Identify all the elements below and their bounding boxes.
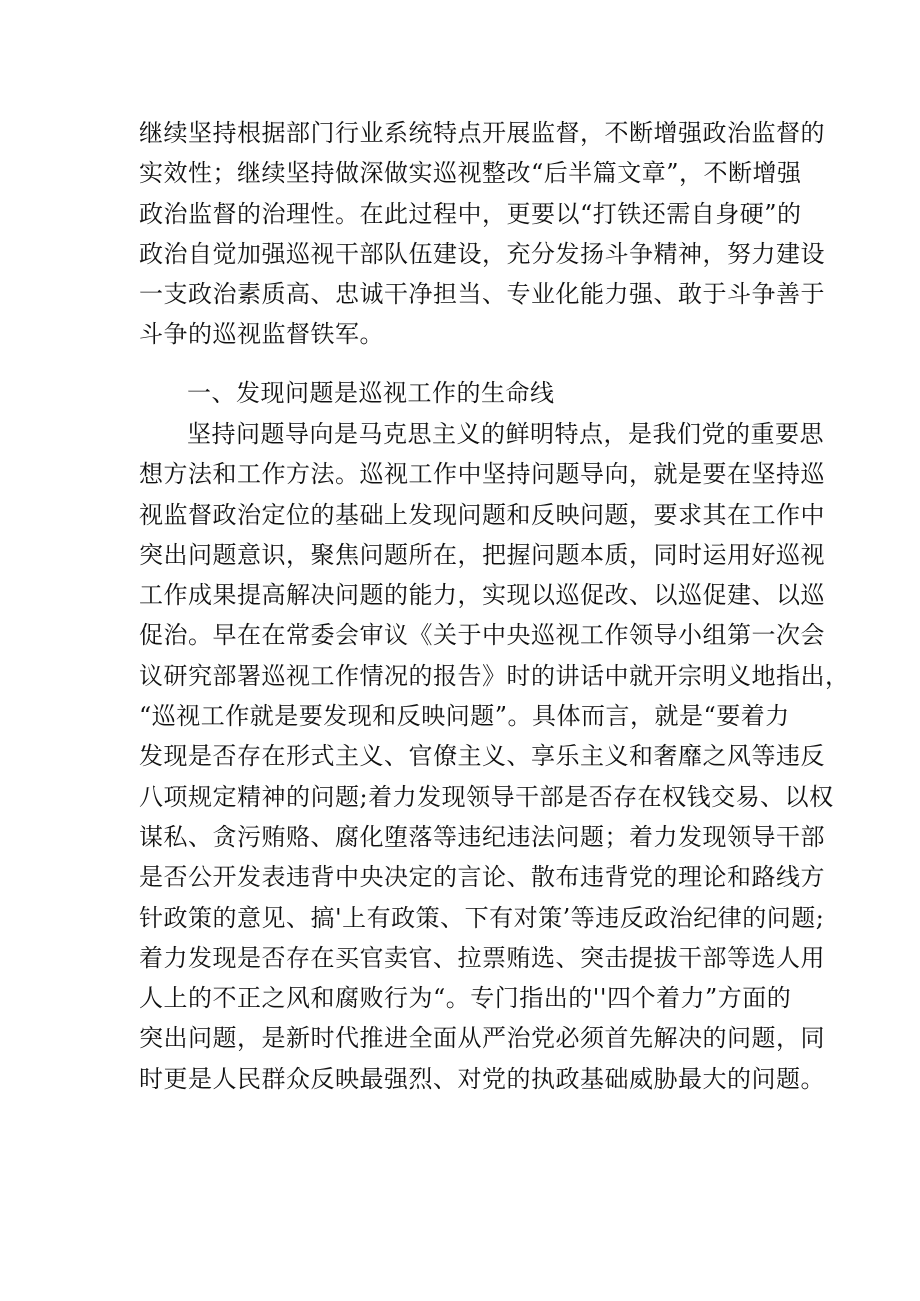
body-paragraph <box>139 414 850 1099</box>
text-line: 人上的不正之风和腐败行为“。专门指出的''四个着力”方面的 <box>139 984 792 1013</box>
text-line: 时更是人民群众反映最强烈、对党的执政基础威胁最大的问题。 <box>139 1064 825 1093</box>
text-line: 实效性；继续坚持做深做实巡视整改“后半篇文章”，不断增强 <box>139 159 802 188</box>
text-line: 谋私、贪污贿赂、腐化堕落等违纪违法问题；着力发现领导干部 <box>139 822 825 851</box>
text-line: 斗争的巡视监督铁军。 <box>139 320 384 349</box>
text-line: 工作成果提高解决问题的能力，实现以巡促改、以巡促建、以巡 <box>139 581 825 610</box>
text-line: 发现是否存在形式主义、官僚主义、享乐主义和奢靡之风等违反 <box>139 742 825 771</box>
text-line: 是否公开发表违背中央决定的言论、散布违背党的理论和路线方 <box>139 863 825 892</box>
text-line: 政治监督的治理性。在此过程中，更要以“打铁还需自身硬”的 <box>139 199 802 228</box>
text-line: 政治自觉加强巡视干部队伍建设，充分发扬斗争精神，努力建设 <box>139 239 825 268</box>
text-line: 继续坚持根据部门行业系统特点开展监督，不断增强政治监督的 <box>139 119 825 147</box>
text-line: 突出问题意识，聚焦问题所在，把握问题本质，同时运用好巡视 <box>139 540 825 569</box>
text-line: 视监督政治定位的基础上发现问题和反映问题，要求其在工作中 <box>139 500 825 529</box>
text-line: 针政策的意见、搞'上有政策、下有对策’等违反政治纪律的问题; <box>139 903 825 932</box>
intro-paragraph <box>139 113 825 355</box>
text-line: 着力发现是否存在买官卖官、拉票贿选、突击提拔干部等选人用 <box>139 943 825 972</box>
text-line: 八项规定精神的问题;着力发现领导干部是否存在权钱交易、以权 <box>139 782 834 811</box>
text-line: 促治。早在在常委会审议《关于中央巡视工作领导小组第一次会 <box>139 621 825 650</box>
text-line: 议研究部署巡视工作情况的报告》时的讲话中就开宗明义地指出， <box>139 661 850 690</box>
text-line: 一支政治素质高、忠诚干净担当、专业化能力强、敢于斗争善于 <box>139 280 825 309</box>
section-heading: 一、发现问题是巡视工作的生命线 <box>187 379 555 407</box>
text-line: 坚持问题导向是马克思主义的鲜明特点，是我们党的重要思 <box>187 420 824 448</box>
section-heading-block <box>139 373 789 413</box>
text-line: 想方法和工作方法。巡视工作中坚持问题导向，就是要在坚持巡 <box>139 460 825 489</box>
text-line: 突出问题，是新时代推进全面从严治党必须首先解决的问题，同 <box>139 1024 825 1053</box>
text-line: “巡视工作就是要发现和反映问题”。具体而言，就是“要着力 <box>139 702 790 731</box>
